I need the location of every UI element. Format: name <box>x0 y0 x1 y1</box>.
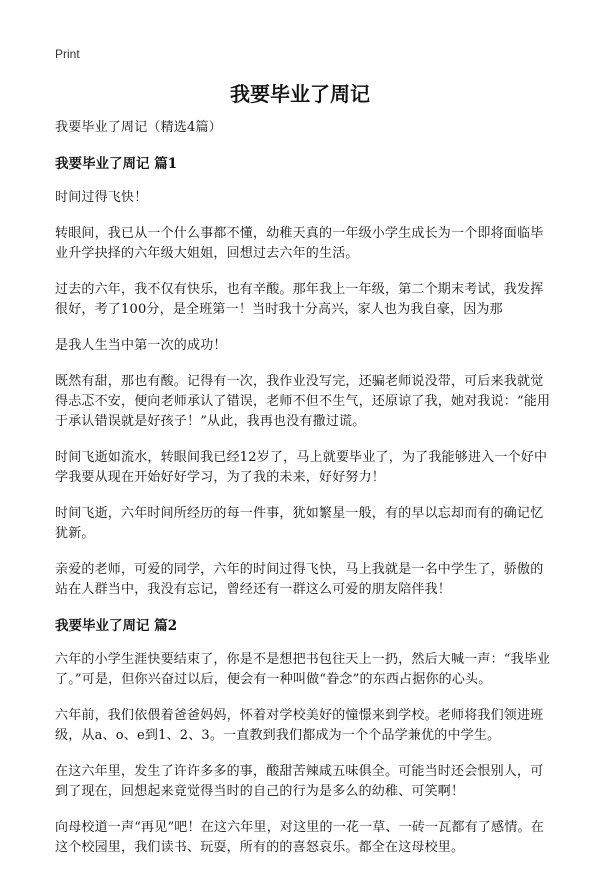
paragraph: 时间飞逝如流水，转眼间我已经12岁了，马上就要毕业了，为了我能够进入一个好中学我要从现在开始好好学习，为了我的未来，好好努力！ <box>55 450 548 485</box>
print-link[interactable]: Print <box>55 47 80 61</box>
paragraph: 既然有甜，那也有酸。记得有一次，我作业没写完，还骗老师说没带，可后来我就觉得忐忑不安，便向老师承认了错误，老师不但不生气，还原谅了我，她对我说：“能用于承认错误就是好孩子！”从此，我再也没有撒过谎。 <box>55 374 551 429</box>
paragraph: 六年前，我们依偎着爸爸妈妈，怀着对学校美好的憧憬来到学校。老师将我们领进班级，从a、o、e到1、2、3。一直教到我们都成为一个个品学兼优的中学生。 <box>55 708 544 743</box>
paragraph: 时间过得飞快！ <box>55 190 148 205</box>
paragraph: 转眼间，我已从一个什么事都不懂，幼稚天真的一年级小学生成长为一个即将面临毕业升学抉择的六年级大姐姐，回想过去六年的生活。 <box>55 226 544 261</box>
paragraph: 是我人生当中第一次的成功！ <box>55 338 227 353</box>
paragraph: 六年的小学生涯快要结束了，你是不是想把书包往天上一扔，然后大喊一声：“我毕业了。”可是，但你兴奋过以后，便会有一种叫做“眷念”的东西占据你的心头。 <box>55 652 551 687</box>
paragraph: 过去的六年，我不仅有快乐，也有辛酸。那年我上一年级，第二个期末考试，我发挥很好，考了100分，是全班第一！当时我十分高兴，家人也为我自豪，因为那 <box>55 282 544 317</box>
document-body <box>55 118 555 874</box>
section-heading: 我要毕业了周记 篇2 <box>55 618 178 634</box>
section-heading: 我要毕业了周记 篇1 <box>55 156 178 172</box>
paragraph: 亲爱的老师，可爱的同学，六年的时间过得飞快，马上我就是一名中学生了，骄傲的站在人群当中，我没有忘记，曾经还有一群这么可爱的朋友陪伴我！ <box>55 562 544 597</box>
page-title: 我要毕业了周记 <box>230 82 370 106</box>
paragraph: 向母校道一声“再见”吧！在这六年里，对这里的一花一草、一砖一瓦都有了感情。在这个校园里，我们读书、玩耍，所有的的喜怒哀乐。都全在这母校里。 <box>55 820 544 855</box>
intro-line: 我要毕业了周记（精选4篇） <box>55 120 222 135</box>
paragraph: 时间飞逝，六年时间所经历的每一件事，犹如繁星一般，有的早以忘却而有的确记忆犹新。 <box>55 506 544 541</box>
paragraph: 在这六年里，发生了许许多多的事，酸甜苦辣咸五味俱全。可能当时还会恨别人，可到了现在，回想起来竟觉得当时的自己的行为是多么的幼稚、可笑啊！ <box>55 764 544 799</box>
